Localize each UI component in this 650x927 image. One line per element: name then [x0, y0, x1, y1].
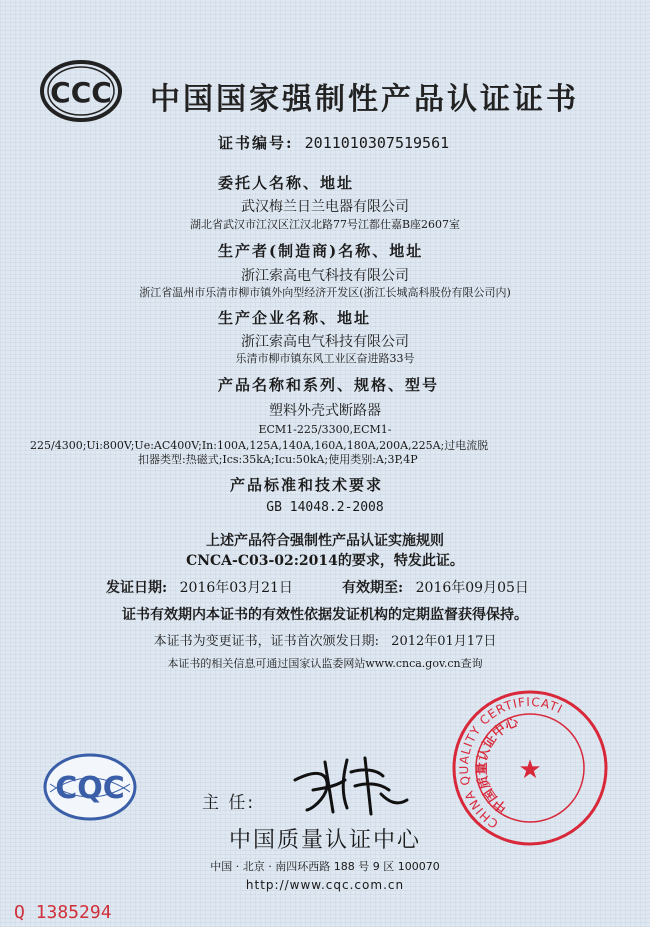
product-spec-line1: ECM1-225/3300,ECM1-: [258, 423, 392, 436]
standard-value: GB 14048.2-2008: [266, 500, 384, 515]
cqc-logo-icon: [42, 752, 138, 822]
ccc-logo-icon: [40, 60, 122, 122]
ccc-logo-text: CCC: [50, 76, 112, 109]
factory-name: 浙江索高电气科技有限公司: [241, 334, 409, 350]
manufacturer-label: 生产者(制造商)名称、地址: [218, 242, 424, 260]
statement-line1: 上述产品符合强制性产品认证实施规则: [206, 533, 444, 549]
issue-date: [106, 577, 293, 597]
statement-line2: CNCA-C03-02:2014的要求，特发此证。: [186, 553, 464, 569]
issue-date-value: 2016年03月21日: [179, 580, 293, 596]
seal-outer-text: CHINA QUALITY CERTIFICATION: [456, 694, 566, 831]
validity-note: 证书有效期内本证书的有效性依据发证机构的定期监督获得保持。: [122, 607, 528, 623]
factory-label: 生产企业名称、地址: [218, 309, 372, 327]
standard-label: 产品标准和技术要求: [230, 476, 384, 494]
product-spec-line3: 扣器类型:热磁式;Ics:35kA;Icu:50kA;使用类别:A;3P,4P: [138, 453, 418, 466]
applicant-label: 委托人名称、地址: [218, 174, 355, 192]
certificate-title: 中国国家强制性产品认证证书: [150, 82, 579, 117]
org-address: 中国 · 北京 · 南四环西路 188 号 9 区 100070: [210, 860, 440, 873]
director-signature: [285, 750, 415, 820]
seal-inner-text: 中国质量认证中心: [474, 714, 521, 816]
factory-address: 乐清市柳市镇东风工业区奋进路33号: [235, 352, 415, 365]
applicant-name: 武汉梅兰日兰电器有限公司: [241, 199, 409, 215]
first-issue-date: 2012年01月17日: [391, 634, 497, 649]
applicant-address: 湖北省武汉市江汉区江汉北路77号江都仕嘉B座2607室: [189, 218, 461, 231]
expiry-date-value: 2016年09月05日: [415, 580, 529, 596]
certificate-number-label: 证书编号:: [218, 134, 294, 152]
manufacturer-address: 浙江省温州市乐清市柳市镇外向型经济开发区(浙江长城高科股份有限公司内): [139, 286, 511, 299]
change-note-label: 本证书为变更证书，证书首次颁发日期:: [153, 634, 380, 649]
issue-date-label: 发证日期:: [106, 580, 168, 596]
info-note: 本证书的相关信息可通过国家认监委网站www.cnca.gov.cn查询: [167, 657, 483, 670]
expiry-date: [342, 577, 529, 597]
certificate-number: [218, 132, 449, 153]
expiry-date-label: 有效期至:: [342, 580, 404, 596]
org-name: 中国质量认证中心: [228, 828, 421, 853]
cqc-logo-text: CQC: [55, 771, 125, 806]
serial-number: Q 1385294: [14, 902, 112, 923]
org-website[interactable]: http://www.cqc.com.cn: [245, 878, 405, 892]
product-label: 产品名称和系列、规格、型号: [218, 376, 440, 394]
product-spec-line2: 225/4300;Ui:800V;Ue:AC400V;In:100A,125A,140A,160A,180A,200A,225A;过电流脱: [30, 439, 489, 452]
change-note: [0, 630, 650, 649]
manufacturer-name: 浙江索高电气科技有限公司: [241, 268, 409, 284]
product-name: 塑料外壳式断路器: [269, 403, 381, 419]
seal-star-icon: ★: [518, 755, 542, 785]
certificate-number-value: 2011010307519561: [304, 134, 450, 152]
director-label: 主 任:: [202, 793, 256, 813]
